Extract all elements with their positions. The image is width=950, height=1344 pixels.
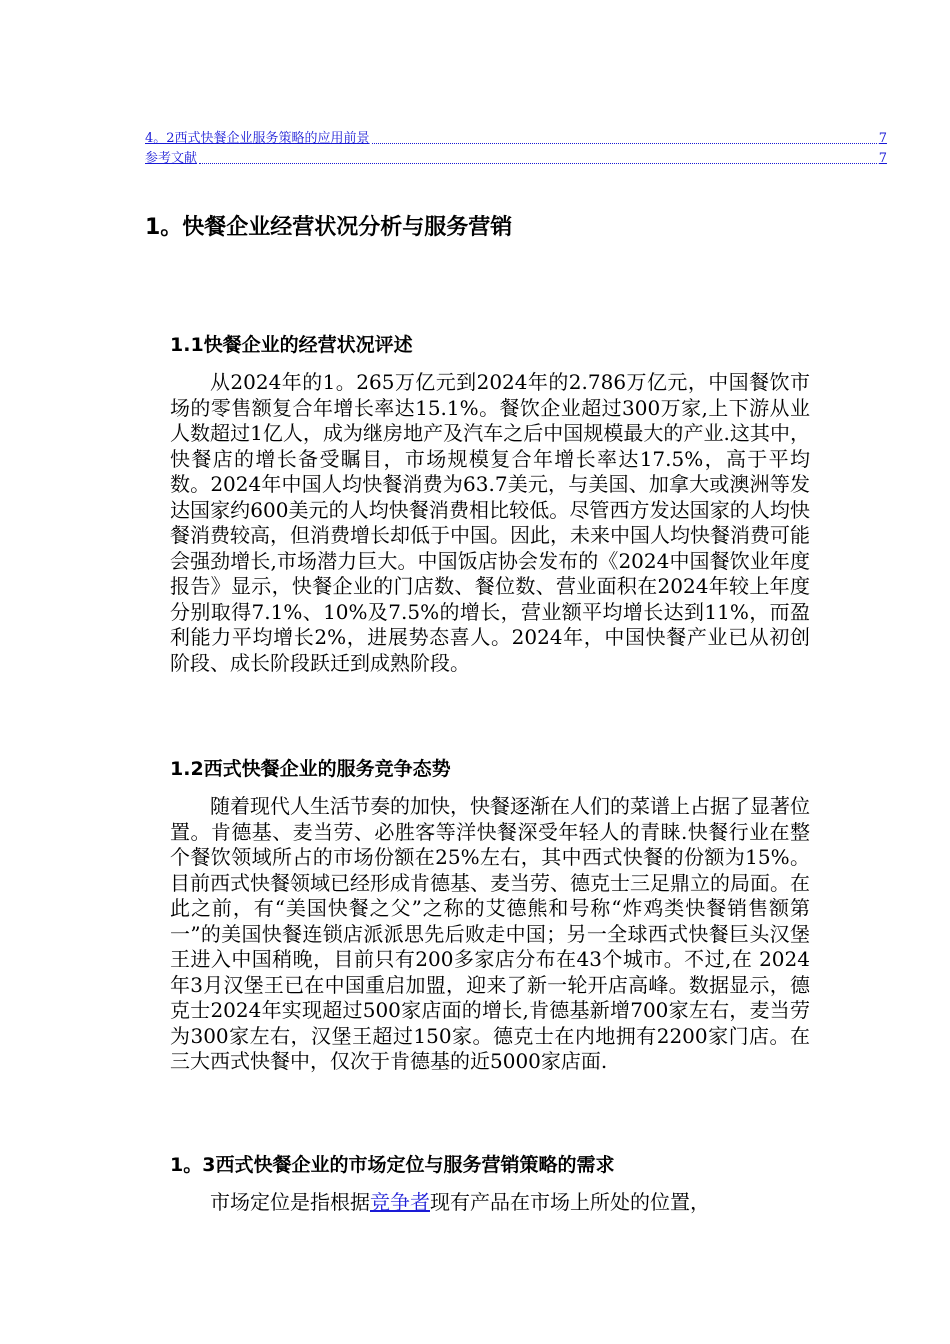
table-of-contents xyxy=(145,128,887,168)
toc-entry-title[interactable]: 4。2西式快餐企业服务策略的应用前景 xyxy=(145,131,370,146)
section-heading-1-1: 1.1快餐企业的经营状况评述 xyxy=(170,334,413,356)
toc-entry[interactable] xyxy=(145,148,887,168)
paragraph-text: 市场定位是指根据 xyxy=(210,1190,370,1214)
toc-entry-page[interactable]: 7 xyxy=(878,151,887,166)
section-heading-1-2: 1.2西式快餐企业的服务竞争态势 xyxy=(170,758,451,780)
paragraph-1-3 xyxy=(170,1190,810,1216)
toc-leader-dots xyxy=(372,142,877,144)
toc-entry[interactable] xyxy=(145,128,887,148)
section-heading-1-3: 1。3西式快餐企业的市场定位与服务营销策略的需求 xyxy=(170,1154,615,1176)
paragraph-1-1: 从2024年的1。265万亿元到2024年的2.786万亿元，中国餐饮市场的零售额复合年增长率达15.1%。餐饮企业超过300万家,上下游从业人数超过1亿人，成为继房地产及汽车之后中国规模最大的产业.这其中，快餐店的增长备受瞩目，市场规模复合年增长率达17.5%，高于平均数。2024年中国人均快餐消费为63.7美元，与美国、加拿大或澳洲等发达国家约600美元的人均快餐消费相比较低。尽管西方发达国家的人均快餐消费较高，但消费增长却低于中国。因此，未来中国人均快餐消费可能会强劲增长,市场潜力巨大。中国饭店协会发布的《2024中国餐饮业年度报告》显示，快餐企业的门店数、餐位数、营业面积在2024年较上年度分别取得7.1%、10%及7.5%的增长，营业额平均增长达到11%，而盈利能力平均增长2%，进展势态喜人。2024年，中国快餐产业已从初创阶段、成长阶段跃迁到成熟阶段。 xyxy=(170,370,810,675)
paragraph-1-2: 随着现代人生活节奏的加快，快餐逐渐在人们的菜谱上占据了显著位置。肯德基、麦当劳、必胜客等洋快餐深受年轻人的青睐.快餐行业在整个餐饮领域所占的市场份额在25%左右，其中西式快餐的份额为15%。目前西式快餐领域已经形成肯德基、麦当劳、德克士三足鼎立的局面。在此之前，有“美国快餐之父”之称的艾德熊和号称“炸鸡类快餐销售额第一”的美国快餐连锁店派派思先后败走中国；另一全球西式快餐巨头汉堡王进入中国稍晚，目前只有200多家店分布在43个城市。不过,在 2024年3月汉堡王已在中国重启加盟，迎来了新一轮开店高峰。数据显示，德克士2024年实现超过500家店面的增长,肯德基新增700家左右，麦当劳为300家左右，汉堡王超过150家。德克士在内地拥有2200家门店。在三大西式快餐中，仅次于肯德基的近5000家店面. xyxy=(170,794,810,1073)
competitor-link[interactable]: 竞争者 xyxy=(370,1190,430,1214)
paragraph-text: 现有产品在市场上所处的位置， xyxy=(430,1190,710,1214)
chapter-heading: 1。快餐企业经营状况分析与服务营销 xyxy=(145,215,513,240)
toc-entry-title[interactable]: 参考文献 xyxy=(145,151,198,166)
toc-leader-dots xyxy=(199,162,877,164)
toc-entry-page[interactable]: 7 xyxy=(878,131,887,146)
